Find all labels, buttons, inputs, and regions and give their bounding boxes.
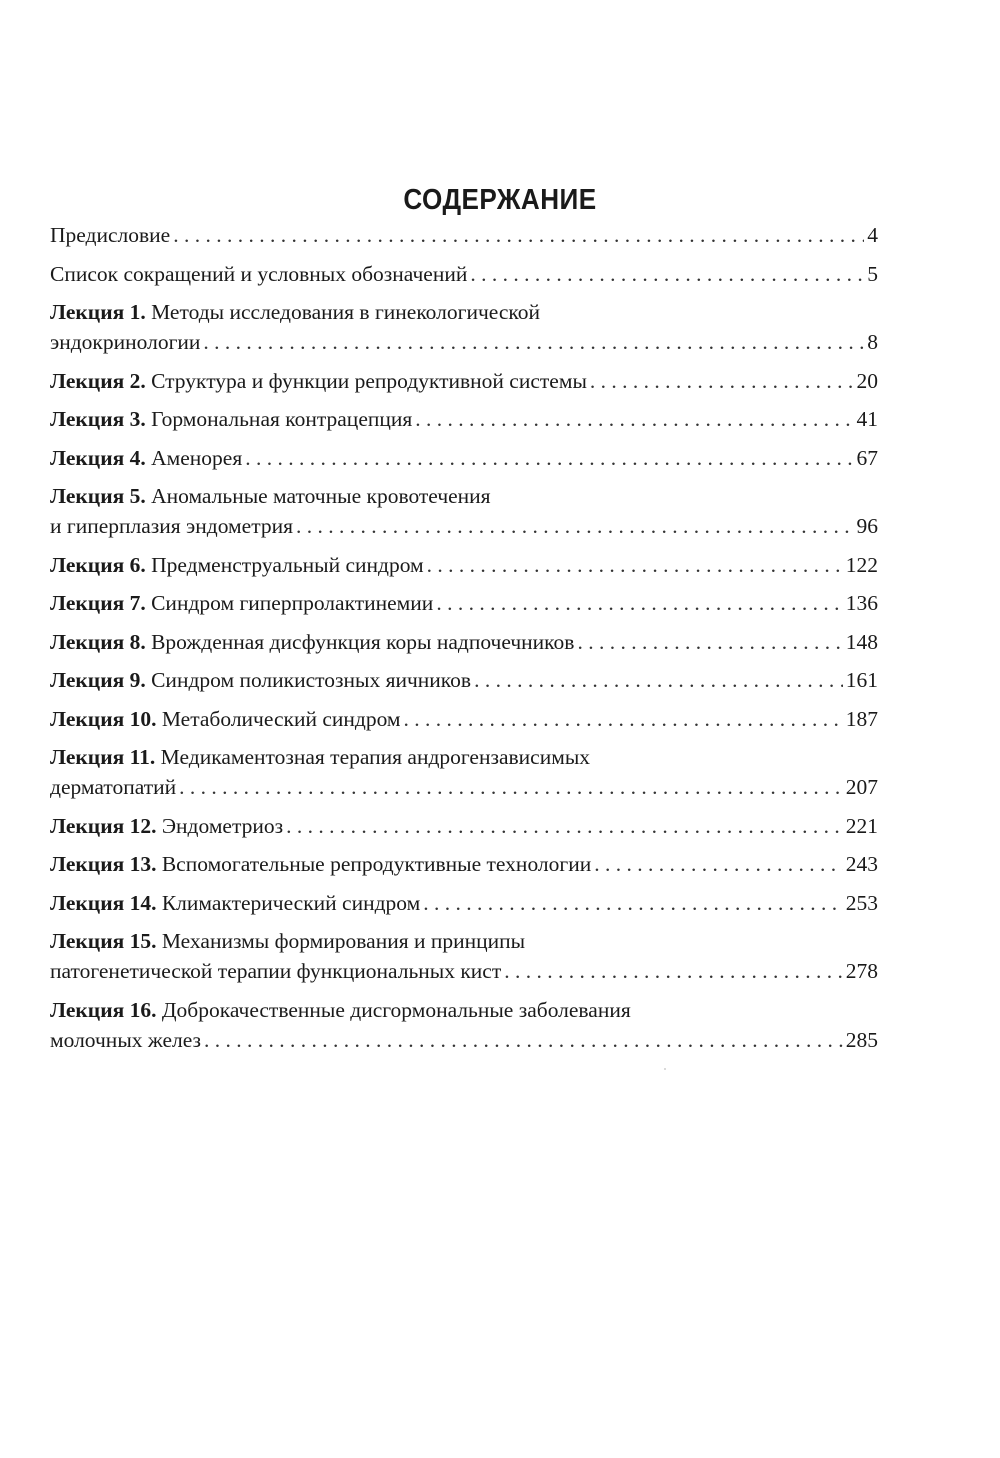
- page-title: СОДЕРЖАНИЕ: [403, 184, 597, 217]
- toc-entry-lecture-9[interactable]: [50, 665, 878, 695]
- toc-entry-lecture-16[interactable]: [50, 995, 878, 1055]
- dot-leader: [179, 772, 843, 802]
- toc-entry-lecture-14[interactable]: [50, 888, 878, 918]
- dot-leader: [504, 956, 843, 986]
- dot-leader: [470, 259, 864, 289]
- page-number: 278: [845, 959, 878, 983]
- entry-title: Доброкачественные дисгормональные заболевания: [161, 997, 631, 1022]
- entry-title: Механизмы формирования и принципы: [161, 929, 526, 953]
- entry-title-continued: и гиперплазия эндометрия: [50, 514, 294, 538]
- page-number: 253: [845, 890, 878, 915]
- dot-leader: [594, 849, 843, 879]
- lecture-label: Лекция 5.: [50, 484, 146, 508]
- toc-entry-lecture-4[interactable]: [50, 443, 878, 473]
- lecture-label: Лекция 15.: [50, 929, 157, 953]
- toc-entry-lecture-10[interactable]: [50, 704, 878, 734]
- entry-title-continued: эндокринологии: [50, 330, 201, 354]
- dot-leader: [245, 443, 853, 473]
- entry-title: Синдром гиперпролактинемии: [151, 591, 434, 615]
- toc-entry-lecture-6[interactable]: [50, 550, 878, 580]
- toc-entry-lecture-7[interactable]: [50, 588, 878, 618]
- dot-leader: [427, 550, 843, 580]
- toc-entry-lecture-3[interactable]: [50, 404, 878, 434]
- entry-title: Медикаментозная терапия андрогензависимых: [160, 745, 591, 769]
- entry-title-continued: дерматопатий: [50, 775, 177, 799]
- toc-entry-preface[interactable]: [50, 220, 878, 250]
- toc-entry-lecture-2[interactable]: [50, 366, 878, 396]
- lecture-label: Лекция 16.: [50, 997, 157, 1022]
- lecture-label: Лекция 1.: [50, 300, 146, 324]
- dot-leader: [474, 665, 843, 695]
- dot-leader: [423, 888, 843, 918]
- entry-title: Эндометриоз: [161, 813, 284, 838]
- table-of-contents: [50, 220, 878, 1063]
- page-number: 67: [856, 445, 878, 470]
- lecture-label: Лекция 2.: [50, 368, 146, 393]
- page-number: 161: [845, 668, 878, 692]
- page-number: 122: [845, 552, 878, 577]
- dot-leader: [415, 404, 853, 434]
- page-number: 8: [867, 330, 878, 354]
- page-number: 207: [845, 775, 878, 799]
- page-number: 187: [845, 706, 878, 731]
- toc-entry-abbreviations[interactable]: [50, 259, 878, 289]
- entry-title: Предменструальный синдром: [151, 552, 424, 577]
- lecture-label: Лекция 12.: [50, 813, 157, 838]
- page-number: 243: [845, 852, 878, 876]
- dot-leader: [577, 627, 842, 657]
- lecture-label: Лекция 14.: [50, 890, 157, 915]
- page-number: 20: [856, 368, 878, 393]
- entry-title: Гормональная контрацепция: [151, 407, 413, 431]
- dot-leader: [286, 811, 843, 841]
- page-number: 136: [845, 591, 878, 615]
- dot-leader: [203, 327, 864, 357]
- page-number: 5: [867, 261, 878, 286]
- lecture-label: Лекция 9.: [50, 668, 146, 692]
- toc-entry-lecture-5[interactable]: [50, 481, 878, 541]
- toc-entry-lecture-8[interactable]: [50, 627, 878, 657]
- lecture-label: Лекция 3.: [50, 407, 146, 431]
- page-number: 41: [856, 407, 878, 431]
- scan-speck: [664, 1068, 666, 1070]
- page-number: 96: [856, 514, 878, 538]
- toc-entry-lecture-11[interactable]: [50, 742, 878, 802]
- page-number: 221: [845, 813, 878, 838]
- entry-title: Аменорея: [151, 445, 243, 470]
- dot-leader: [173, 220, 864, 250]
- dot-leader: [590, 366, 854, 396]
- toc-entry-lecture-1[interactable]: [50, 297, 878, 357]
- page-number: 148: [845, 629, 878, 654]
- entry-title-continued: молочных желез: [50, 1027, 202, 1052]
- page-number: 285: [845, 1027, 878, 1052]
- entry-title: Вспомогательные репродуктивные технологии: [161, 852, 592, 876]
- entry-title: Список сокращений и условных обозначений: [50, 261, 468, 286]
- entry-title: Врожденная дисфункция коры надпочечников: [151, 629, 575, 654]
- entry-title: Предисловие: [50, 223, 171, 247]
- entry-title: Методы исследования в гинекологической: [151, 300, 540, 324]
- lecture-label: Лекция 10.: [50, 706, 157, 731]
- entry-title: Климактерический синдром: [161, 890, 421, 915]
- dot-leader: [204, 1025, 843, 1055]
- toc-entry-lecture-12[interactable]: [50, 811, 878, 841]
- lecture-label: Лекция 8.: [50, 629, 146, 654]
- toc-entry-lecture-13[interactable]: [50, 849, 878, 879]
- page-number: 4: [867, 223, 878, 247]
- entry-title: Структура и функции репродуктивной системы: [151, 368, 587, 393]
- entry-title: Метаболический синдром: [161, 706, 401, 731]
- lecture-label: Лекция 13.: [50, 852, 157, 876]
- lecture-label: Лекция 7.: [50, 591, 146, 615]
- entry-title: Синдром поликистозных яичников: [151, 668, 472, 692]
- dot-leader: [404, 704, 843, 734]
- lecture-label: Лекция 11.: [50, 745, 156, 769]
- lecture-label: Лекция 6.: [50, 552, 146, 577]
- dot-leader: [436, 588, 842, 618]
- lecture-label: Лекция 4.: [50, 445, 146, 470]
- dot-leader: [296, 511, 853, 541]
- entry-title: Аномальные маточные кровотечения: [151, 484, 491, 508]
- entry-title-continued: патогенетической терапии функциональных кист: [50, 959, 502, 983]
- toc-entry-lecture-15[interactable]: [50, 926, 878, 986]
